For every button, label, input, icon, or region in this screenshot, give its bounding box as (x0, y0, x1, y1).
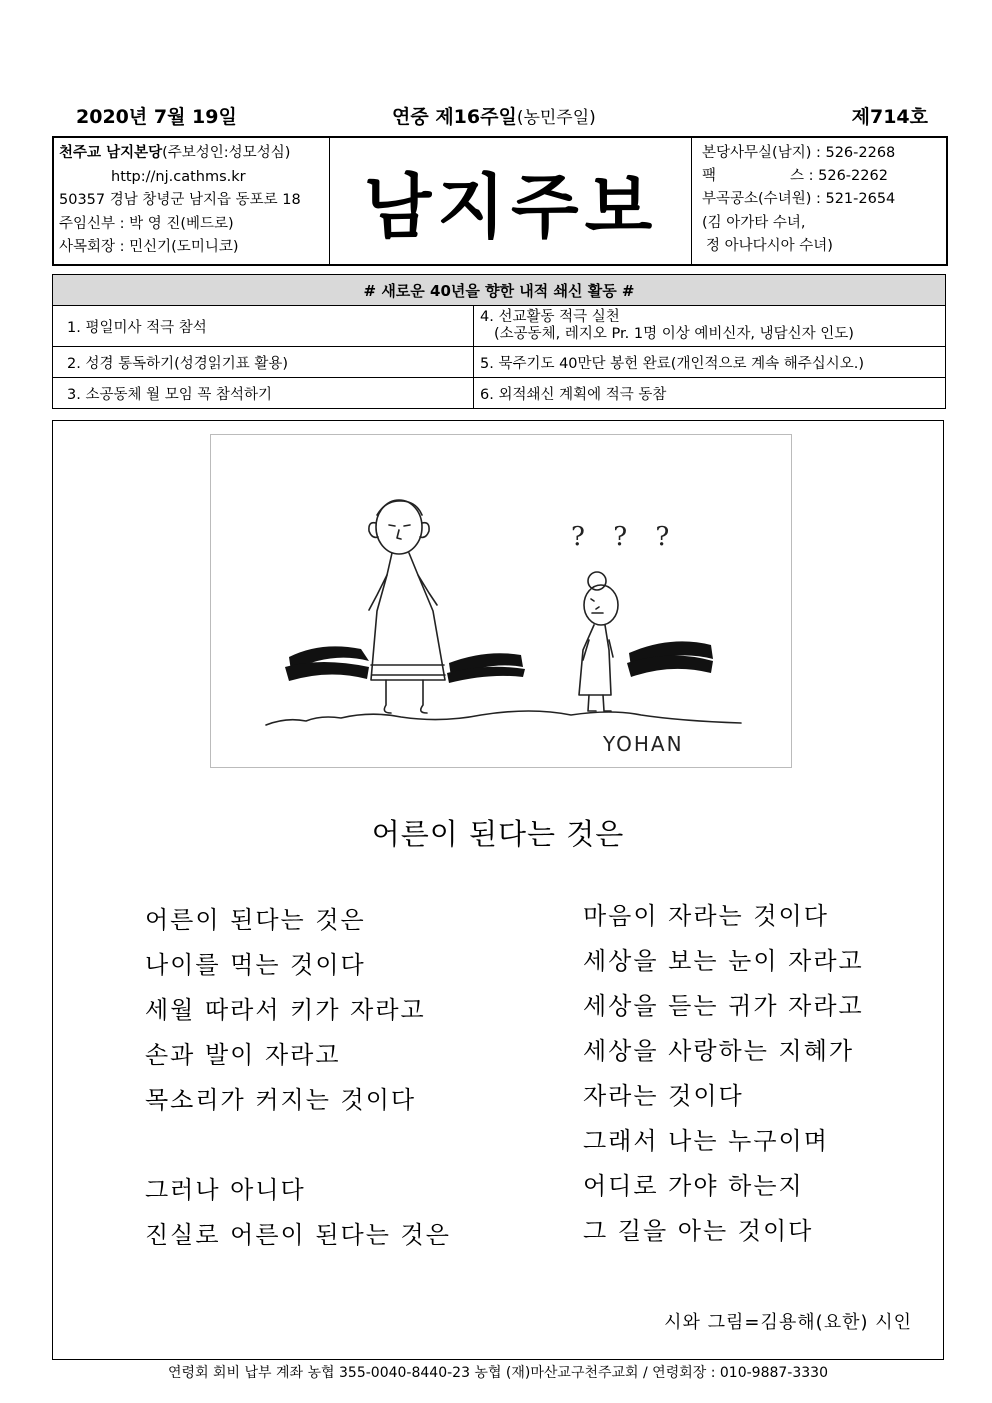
poem-line: 마음이 자라는 것이다 (583, 902, 829, 930)
tall-figure-robe (371, 553, 445, 680)
small-figure-hair (588, 572, 606, 590)
poem-line: 나이를 먹는 것이다 (145, 951, 366, 979)
poem-credit: 시와 그림=김용해(요한) 시인 (664, 1312, 912, 1333)
poem-line: 진실로 어른이 된다는 것은 (145, 1221, 451, 1249)
poem-line: 목소리가 커지는 것이다 (145, 1086, 417, 1114)
parish-info (54, 138, 330, 264)
poem-line: 그러나 아니다 (145, 1176, 306, 1204)
fax-number (702, 165, 946, 188)
poem-line: 세상을 보는 눈이 자라고 (583, 947, 864, 975)
artist-signature: YOHAN (603, 732, 684, 756)
ground-line (266, 711, 741, 725)
activity-item-4-detail: (소공동체, 레지오 Pr. 1명 이상 예비신자, 냉담신자 인도) (494, 326, 854, 342)
convent-phone: 부곡공소(수녀원) : 521-2654 (702, 191, 896, 208)
stanza-break (145, 1123, 451, 1168)
bulletin-title: 남지주보 (363, 164, 659, 248)
activity-item-3: 3. 소공동체 월 모임 꼭 참석하기 (53, 378, 474, 409)
poem-title: 어른이 된다는 것은 (371, 817, 625, 851)
week-subtitle: (농민주일) (516, 108, 596, 128)
office-phone: 본당사무실(남지) : 526-2268 (702, 145, 896, 161)
issue-header (52, 98, 946, 130)
nun-name-1: (김 아가타 수녀, (702, 214, 806, 231)
footer-account-info: 연령회 회비 납부 계좌 농협 355-0040-8440-23 농협 (재)마산교구천주교회 / 연령회장 : 010-9887-3330 (168, 1365, 828, 1381)
activity-heading: # 새로운 40년을 향한 내적 쇄신 활동 # (53, 275, 946, 306)
pastor-name: 주임신부 : 박 영 진(베드로) (59, 215, 234, 232)
issue-date: 2020년 7월 19일 (76, 106, 237, 128)
activity-item-1: 1. 평일미사 적극 참석 (53, 306, 474, 347)
poem-line: 세상을 사랑하는 지혜가 (583, 1037, 855, 1065)
nun-name-2: 정 아나다시아 수녀) (706, 237, 833, 254)
poem-line: 세월 따라서 키가 자라고 (145, 996, 426, 1024)
small-figure-head (584, 585, 618, 625)
poem-line: 세상을 듣는 귀가 자라고 (583, 992, 864, 1020)
activity-item-6: 6. 외적쇄신 계획에 적극 동참 (474, 378, 946, 409)
poem-line: 그 길을 아는 것이다 (583, 1217, 814, 1245)
parish-url[interactable]: http://nj.cathms.kr (111, 168, 246, 185)
week-title: 연중 제16주일 (392, 106, 517, 128)
poem-line: 자라는 것이다 (583, 1082, 744, 1110)
question-marks: ? ? ? (571, 522, 680, 552)
activity-item-4 (474, 306, 946, 347)
poem-line: 그래서 나는 누구이며 (583, 1127, 829, 1155)
parish-patron: (주보성인:성모성심) (162, 145, 291, 161)
illustration-drawing (211, 435, 791, 767)
activity-item-2: 2. 성경 통독하기(성경읽기표 활용) (53, 347, 474, 378)
contact-info (691, 138, 946, 264)
poem-line: 손과 발이 자라고 (145, 1041, 341, 1069)
parish-address: 50357 경남 창녕군 남지읍 동포로 18 (59, 192, 301, 208)
issue-number: 제714호 (851, 106, 928, 128)
liturgical-week (392, 102, 596, 129)
fax-label: 팩 (702, 168, 717, 185)
council-chair: 사목회장 : 민신기(도미니코) (59, 239, 239, 255)
poem-line: 어른이 된다는 것은 (145, 906, 366, 934)
masthead (52, 136, 948, 266)
poem-column-left (145, 898, 451, 1258)
activity-item-5: 5. 묵주기도 40만단 봉헌 완료(개인적으로 계속 해주십시오.) (474, 347, 946, 378)
poem-column-right (583, 894, 864, 1254)
parish-name: 천주교 남지본당 (59, 145, 163, 161)
renewal-activity-table (52, 274, 946, 409)
fax-value: 스 : 526-2262 (790, 168, 888, 185)
poem-illustration (210, 434, 792, 768)
activity-item-4-title: 4. 선교활동 적극 실천 (480, 309, 620, 325)
poem-line: 어디로 가야 하는지 (583, 1172, 804, 1200)
brush-strokes (285, 641, 713, 683)
